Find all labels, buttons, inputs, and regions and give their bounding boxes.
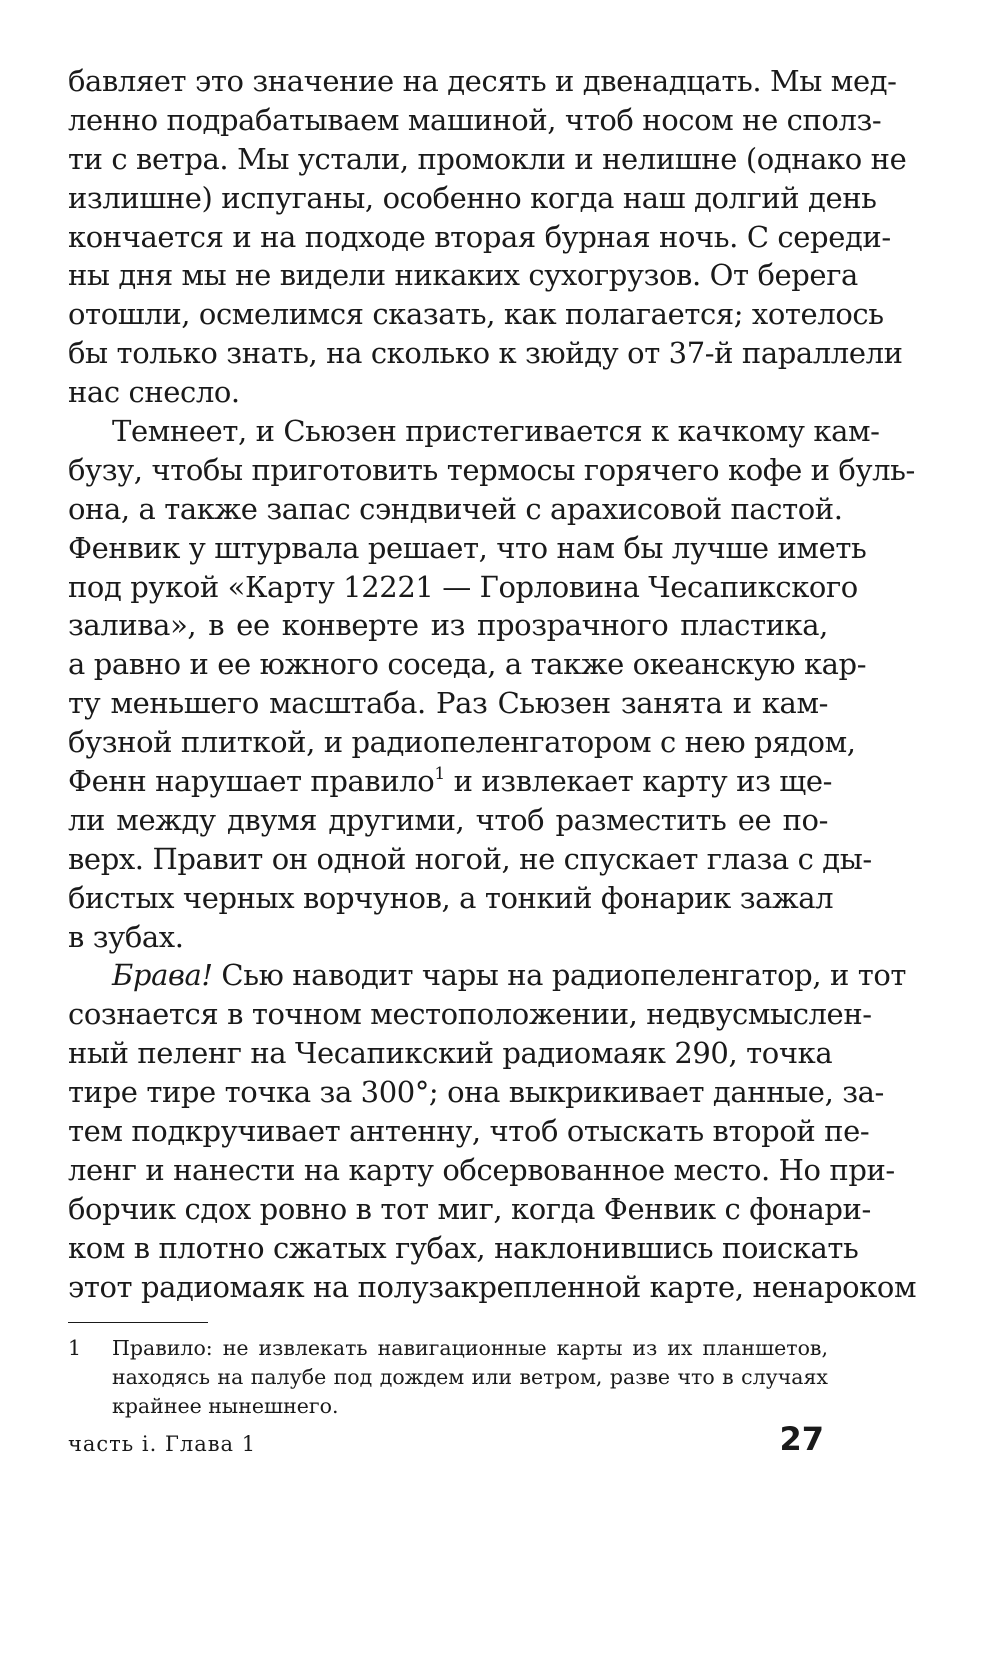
footnote-number: 1 — [68, 1336, 82, 1360]
text-fragment: Сью наводит чары на радиопеленгатор, и тот — [212, 958, 907, 993]
text-line: тире тире точка за 300°; она выкрикивает данные, за- — [68, 1075, 884, 1110]
text-line: отошли, осмелимся сказать, как полагается; хотелось — [68, 297, 884, 332]
main-text — [68, 62, 917, 1307]
text-line: ту меньшего масштаба. Раз Сьюзен занята и кам- — [68, 686, 828, 721]
text-line: а равно и ее южного соседа, а также океанскую кар- — [68, 647, 867, 682]
footnote-text — [112, 1334, 828, 1421]
text-line: кончается и на подходе вторая бурная ночь. С середи- — [68, 219, 891, 254]
text-line: этот радиомаяк на полузакрепленной карте, ненароком — [68, 1269, 917, 1304]
running-title: часть i. Глава 1 — [68, 1432, 257, 1456]
text-line: верх. Правит он одной ногой, не спускает глаза с ды- — [68, 841, 872, 876]
text-line: ленно подрабатываем машиной, чтоб носом не сполз- — [68, 102, 882, 137]
text-line: ти с ветра. Мы устали, промокли и нелишне (однако не — [68, 141, 907, 176]
text-line: бы только знать, на сколько к зюйду от 37-й параллели — [68, 336, 903, 371]
text-line: бузной плиткой, и радиопеленгатором с нею рядом, — [68, 725, 856, 760]
text-line: ли между двумя другими, чтоб разместить ее по- — [68, 802, 828, 837]
footnote-reference[interactable]: 1 — [434, 764, 445, 785]
text-line: бавляет это значение на десять и двенадцать. Мы мед- — [68, 64, 897, 98]
text-line: Фенвик у штурвала решает, что нам бы лучше иметь — [68, 530, 867, 565]
text-fragment: и извлекает карту из ще- — [444, 764, 833, 799]
text-line: излишне) испуганы, особенно когда наш долгий день — [68, 180, 877, 215]
paragraph-start-line — [68, 956, 907, 995]
text-line: ком в плотно сжатых губах, наклонившись поискать — [68, 1230, 859, 1265]
text-line: тем подкручивает антенну, чтоб отыскать второй пе- — [68, 1114, 870, 1149]
text-line-with-footnote — [68, 762, 833, 801]
text-line: в зубах. — [68, 919, 184, 954]
text-line: борчик сдох ровно в тот миг, когда Фенвик с фонари- — [68, 1191, 871, 1226]
footnote-line: крайнее нынешнего. — [112, 1394, 339, 1418]
footnote-line: Правило: не извлекать навигационные карты из их планшетов, — [112, 1336, 828, 1360]
text-line: залива», в ее конверте из прозрачного пластика, — [68, 608, 828, 643]
italic-exclamation: Брава! — [112, 958, 213, 993]
text-line: она, а также запас сэндвичей с арахисовой пастой. — [68, 491, 843, 526]
text-fragment: Фенн нарушает правило — [68, 764, 435, 799]
text-line: сознается в точном местоположении, недвусмыслен- — [68, 997, 872, 1032]
text-line: ленг и нанести на карту обсервованное место. Но при- — [68, 1152, 895, 1187]
paragraph-start-line: Темнеет, и Сьюзен пристегивается к качкому кам- — [112, 414, 880, 449]
footnote-divider — [68, 1322, 208, 1323]
footnote-line: находясь на палубе под дождем или ветром, разве что в случаях — [112, 1365, 828, 1389]
text-line: бистых черных ворчунов, а тонкий фонарик зажал — [68, 880, 834, 915]
page-number: 27 — [779, 1420, 824, 1458]
text-line: бузу, чтобы приготовить термосы горячего кофе и буль- — [68, 452, 915, 487]
text-line: под рукой «Карту 12221 — Горловина Чесапикского — [68, 569, 858, 604]
footnote — [68, 1334, 828, 1421]
text-line: ны дня мы не видели никаких сухогрузов. От берега — [68, 258, 858, 293]
text-line: нас снесло. — [68, 375, 240, 410]
text-line: ный пеленг на Чесапикский радиомаяк 290, точка — [68, 1036, 833, 1071]
